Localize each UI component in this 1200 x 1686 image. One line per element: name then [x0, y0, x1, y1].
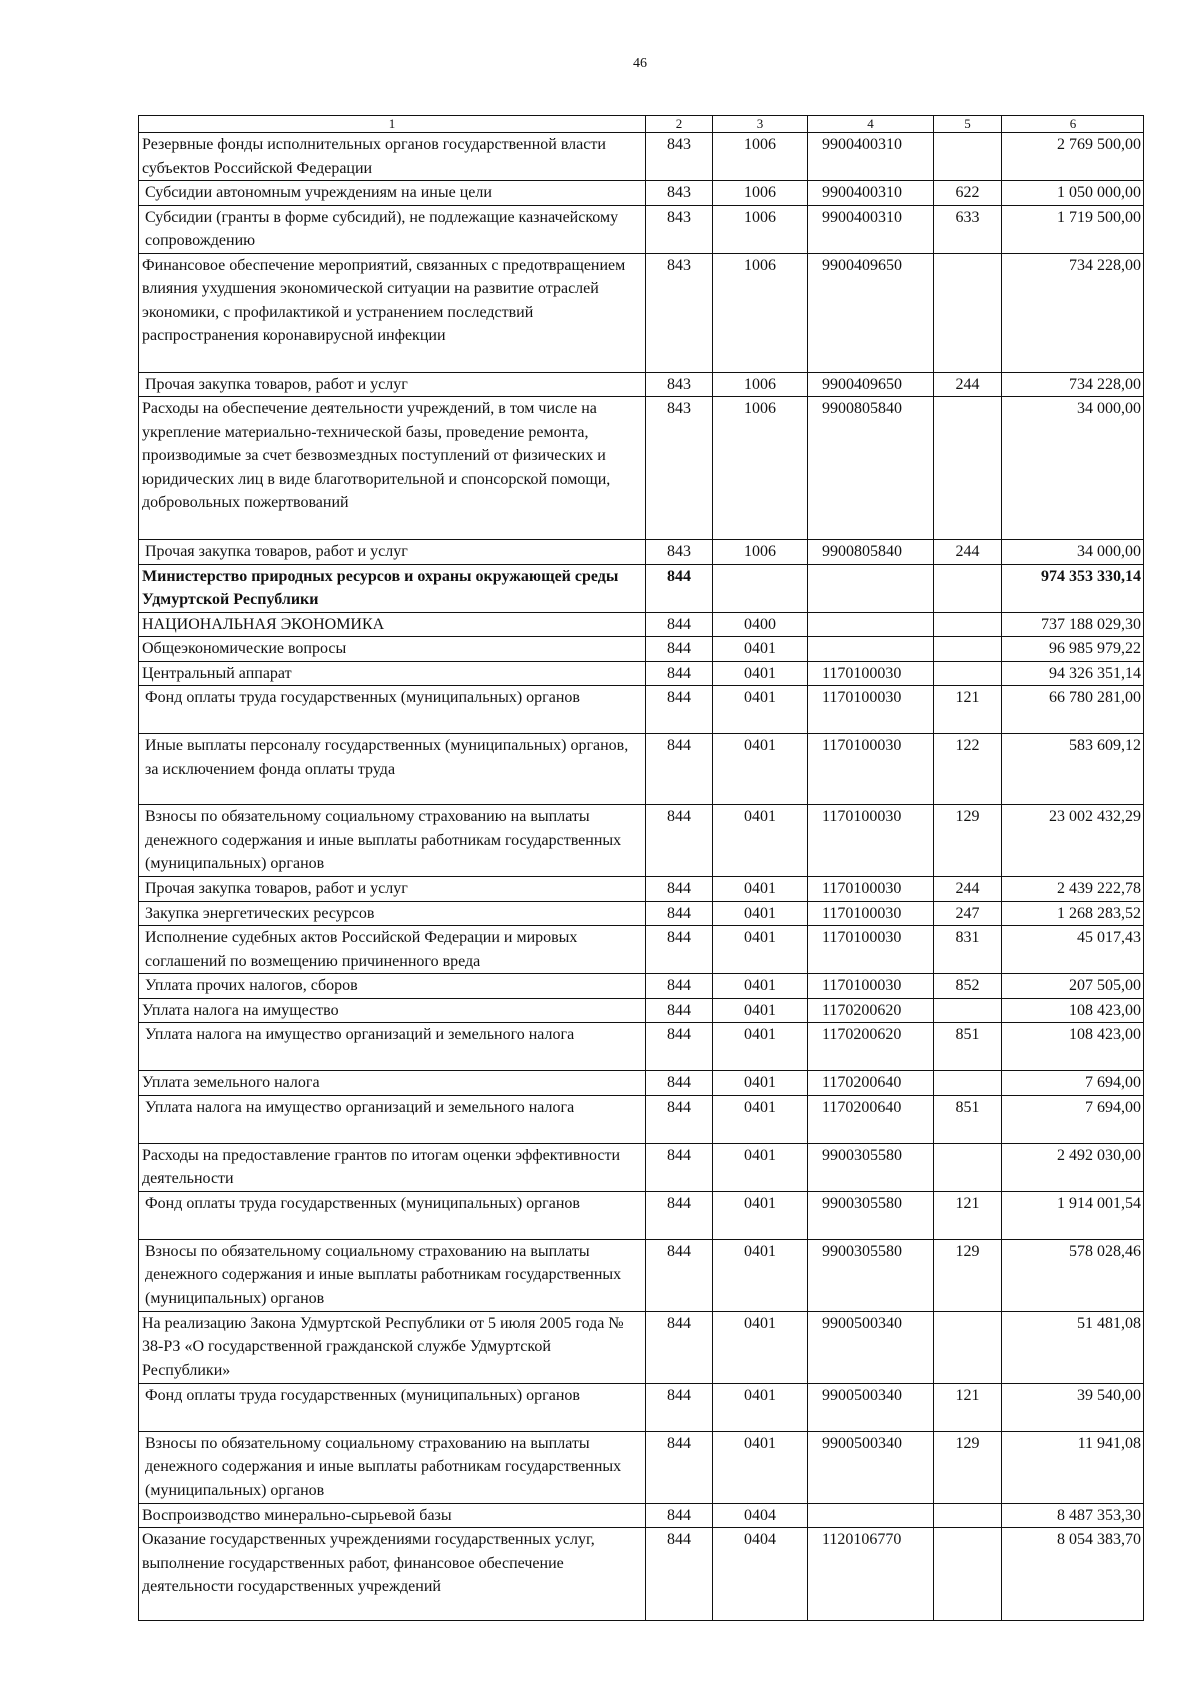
- row-name-cell: Взносы по обязательному социальному страхованию на выплаты денежного содержания и иные выплаты работникам государственных (муниципальных) органов: [139, 805, 646, 877]
- row-article-code-cell: 1170200640: [808, 1071, 934, 1096]
- row-admin-code-cell: 844: [646, 1311, 713, 1383]
- row-amount-cell: 11 941,08: [1002, 1431, 1144, 1503]
- row-article-code-cell: 9900500340: [808, 1311, 934, 1383]
- row-name-cell: НАЦИОНАЛЬНАЯ ЭКОНОМИКА: [139, 612, 646, 637]
- row-article-code-cell: 1170100030: [808, 877, 934, 902]
- row-name-cell: Финансовое обеспечение мероприятий, связанных с предотвращением влияния ухудшения экономической ситуации на развитие отраслей экономики, с профилактикой и устранением последствий распространения коронавирусной инфекции: [139, 253, 646, 372]
- row-section-code-cell: 0404: [713, 1528, 808, 1621]
- row-admin-code-cell: 844: [646, 1431, 713, 1503]
- table-row: [139, 1239, 1144, 1311]
- row-section-code-cell: 1006: [713, 397, 808, 540]
- budget-table: [138, 115, 1144, 1621]
- table-row: [139, 1383, 1144, 1431]
- row-expense-type-cell: [934, 998, 1002, 1023]
- row-expense-type-cell: [934, 1071, 1002, 1096]
- row-amount-cell: 34 000,00: [1002, 540, 1144, 565]
- table-row: [139, 133, 1144, 181]
- row-expense-type-cell: 129: [934, 1431, 1002, 1503]
- row-article-code-cell: 1170100030: [808, 926, 934, 974]
- column-header-1: 1: [139, 116, 646, 133]
- row-admin-code-cell: 844: [646, 686, 713, 734]
- row-expense-type-cell: 244: [934, 877, 1002, 902]
- row-article-code-cell: 9900500340: [808, 1383, 934, 1431]
- row-section-code-cell: 0401: [713, 1071, 808, 1096]
- row-article-code-cell: [808, 1503, 934, 1528]
- row-amount-cell: 1 050 000,00: [1002, 181, 1144, 206]
- row-amount-cell: 734 228,00: [1002, 372, 1144, 397]
- row-expense-type-cell: 633: [934, 205, 1002, 253]
- row-amount-cell: 8 054 383,70: [1002, 1528, 1144, 1621]
- row-expense-type-cell: 851: [934, 1023, 1002, 1071]
- row-amount-cell: 39 540,00: [1002, 1383, 1144, 1431]
- row-admin-code-cell: 844: [646, 734, 713, 805]
- row-amount-cell: 7 694,00: [1002, 1095, 1144, 1143]
- table-row: [139, 1191, 1144, 1239]
- row-section-code-cell: 1006: [713, 205, 808, 253]
- row-expense-type-cell: [934, 564, 1002, 612]
- row-name-cell: Уплата прочих налогов, сборов: [139, 974, 646, 999]
- row-amount-cell: 2 769 500,00: [1002, 133, 1144, 181]
- row-name-cell: Закупка энергетических ресурсов: [139, 901, 646, 926]
- row-section-code-cell: 0401: [713, 998, 808, 1023]
- row-expense-type-cell: 244: [934, 540, 1002, 565]
- row-section-code-cell: 0401: [713, 1143, 808, 1191]
- row-amount-cell: 737 188 029,30: [1002, 612, 1144, 637]
- row-admin-code-cell: 844: [646, 1503, 713, 1528]
- row-amount-cell: 66 780 281,00: [1002, 686, 1144, 734]
- row-admin-code-cell: 844: [646, 1095, 713, 1143]
- row-article-code-cell: 9900400310: [808, 133, 934, 181]
- row-admin-code-cell: 843: [646, 372, 713, 397]
- row-expense-type-cell: 622: [934, 181, 1002, 206]
- row-name-cell: Расходы на обеспечение деятельности учреждений, в том числе на укрепление материально-технической базы, проведение ремонта, производимые за счет безвозмездных поступлений от физических и юридических лиц в виде благотворительной и спонсорской помощи, добровольных пожертвований: [139, 397, 646, 540]
- row-name-cell: Фонд оплаты труда государственных (муниципальных) органов: [139, 686, 646, 734]
- table-row: [139, 1023, 1144, 1071]
- table-row: [139, 661, 1144, 686]
- row-section-code-cell: 0401: [713, 1383, 808, 1431]
- row-amount-cell: 1 914 001,54: [1002, 1191, 1144, 1239]
- row-admin-code-cell: 843: [646, 205, 713, 253]
- row-name-cell: Оказание государственных учреждениями государственных услуг, выполнение государственных работ, финансовое обеспечение деятельности государственных учреждений: [139, 1528, 646, 1621]
- row-amount-cell: 108 423,00: [1002, 1023, 1144, 1071]
- row-amount-cell: 23 002 432,29: [1002, 805, 1144, 877]
- row-name-cell: Взносы по обязательному социальному страхованию на выплаты денежного содержания и иные выплаты работникам государственных (муниципальных) органов: [139, 1431, 646, 1503]
- row-article-code-cell: 9900409650: [808, 253, 934, 372]
- row-name-cell: Резервные фонды исполнительных органов государственной власти субъектов Российской Федерации: [139, 133, 646, 181]
- row-admin-code-cell: 843: [646, 253, 713, 372]
- table-row: [139, 926, 1144, 974]
- row-amount-cell: 34 000,00: [1002, 397, 1144, 540]
- row-amount-cell: 1 719 500,00: [1002, 205, 1144, 253]
- row-section-code-cell: 0401: [713, 637, 808, 662]
- table-row: [139, 1431, 1144, 1503]
- table-row: [139, 734, 1144, 805]
- row-amount-cell: 583 609,12: [1002, 734, 1144, 805]
- row-expense-type-cell: [934, 612, 1002, 637]
- row-section-code-cell: 1006: [713, 372, 808, 397]
- row-name-cell: Уплата земельного налога: [139, 1071, 646, 1096]
- row-admin-code-cell: 844: [646, 564, 713, 612]
- row-section-code-cell: 0401: [713, 1023, 808, 1071]
- table-row: [139, 1311, 1144, 1383]
- row-name-cell: Субсидии (гранты в форме субсидий), не подлежащие казначейскому сопровождению: [139, 205, 646, 253]
- row-expense-type-cell: [934, 1503, 1002, 1528]
- column-header-3: 3: [713, 116, 808, 133]
- table-row: [139, 1503, 1144, 1528]
- row-section-code-cell: 0401: [713, 1431, 808, 1503]
- row-admin-code-cell: 844: [646, 1143, 713, 1191]
- row-name-cell: Фонд оплаты труда государственных (муниципальных) органов: [139, 1191, 646, 1239]
- row-expense-type-cell: [934, 1311, 1002, 1383]
- row-name-cell: Фонд оплаты труда государственных (муниципальных) органов: [139, 1383, 646, 1431]
- row-admin-code-cell: 844: [646, 1528, 713, 1621]
- column-header-5: 5: [934, 116, 1002, 133]
- row-amount-cell: 8 487 353,30: [1002, 1503, 1144, 1528]
- row-admin-code-cell: 844: [646, 1023, 713, 1071]
- row-section-code-cell: 0401: [713, 686, 808, 734]
- table-row: [139, 372, 1144, 397]
- table-row: [139, 205, 1144, 253]
- row-expense-type-cell: [934, 637, 1002, 662]
- row-name-cell: Взносы по обязательному социальному страхованию на выплаты денежного содержания и иные выплаты работникам государственных (муниципальных) органов: [139, 1239, 646, 1311]
- row-section-code-cell: 0401: [713, 926, 808, 974]
- row-article-code-cell: 1170100030: [808, 734, 934, 805]
- row-amount-cell: 94 326 351,14: [1002, 661, 1144, 686]
- row-name-cell: Центральный аппарат: [139, 661, 646, 686]
- row-admin-code-cell: 844: [646, 612, 713, 637]
- row-article-code-cell: 1170100030: [808, 901, 934, 926]
- row-amount-cell: 1 268 283,52: [1002, 901, 1144, 926]
- row-name-cell: Министерство природных ресурсов и охраны окружающей среды Удмуртской Республики: [139, 564, 646, 612]
- column-header-2: 2: [646, 116, 713, 133]
- row-section-code-cell: 0401: [713, 1191, 808, 1239]
- row-section-code-cell: 1006: [713, 181, 808, 206]
- row-expense-type-cell: [934, 661, 1002, 686]
- row-article-code-cell: 1170100030: [808, 974, 934, 999]
- row-section-code-cell: 0401: [713, 877, 808, 902]
- row-admin-code-cell: 843: [646, 181, 713, 206]
- row-name-cell: Расходы на предоставление грантов по итогам оценки эффективности деятельности: [139, 1143, 646, 1191]
- table-row: [139, 1143, 1144, 1191]
- row-name-cell: Прочая закупка товаров, работ и услуг: [139, 372, 646, 397]
- table-row: [139, 901, 1144, 926]
- row-amount-cell: 734 228,00: [1002, 253, 1144, 372]
- row-expense-type-cell: [934, 253, 1002, 372]
- row-section-code-cell: 0400: [713, 612, 808, 637]
- row-amount-cell: 45 017,43: [1002, 926, 1144, 974]
- row-admin-code-cell: 843: [646, 133, 713, 181]
- row-expense-type-cell: 129: [934, 805, 1002, 877]
- row-name-cell: На реализацию Закона Удмуртской Республики от 5 июля 2005 года № 38-РЗ «О государственной гражданской службе Удмуртской Республики»: [139, 1311, 646, 1383]
- row-admin-code-cell: 844: [646, 1071, 713, 1096]
- row-amount-cell: 974 353 330,14: [1002, 564, 1144, 612]
- row-section-code-cell: 0401: [713, 1239, 808, 1311]
- row-name-cell: Прочая закупка товаров, работ и услуг: [139, 877, 646, 902]
- row-expense-type-cell: [934, 133, 1002, 181]
- row-name-cell: Уплата налога на имущество организаций и земельного налога: [139, 1095, 646, 1143]
- row-admin-code-cell: 843: [646, 540, 713, 565]
- row-name-cell: Воспроизводство минерально-сырьевой базы: [139, 1503, 646, 1528]
- row-article-code-cell: [808, 564, 934, 612]
- column-header-6: 6: [1002, 116, 1144, 133]
- row-article-code-cell: 9900805840: [808, 397, 934, 540]
- row-name-cell: Общеэкономические вопросы: [139, 637, 646, 662]
- row-article-code-cell: 9900305580: [808, 1239, 934, 1311]
- table-row: [139, 974, 1144, 999]
- table-row: [139, 1095, 1144, 1143]
- row-admin-code-cell: 843: [646, 397, 713, 540]
- row-article-code-cell: 9900400310: [808, 181, 934, 206]
- row-section-code-cell: 0401: [713, 974, 808, 999]
- row-expense-type-cell: 122: [934, 734, 1002, 805]
- row-expense-type-cell: 244: [934, 372, 1002, 397]
- row-section-code-cell: 0401: [713, 1311, 808, 1383]
- column-header-4: 4: [808, 116, 934, 133]
- row-amount-cell: 51 481,08: [1002, 1311, 1144, 1383]
- row-section-code-cell: 0401: [713, 901, 808, 926]
- table-row: [139, 686, 1144, 734]
- row-expense-type-cell: 129: [934, 1239, 1002, 1311]
- row-expense-type-cell: [934, 397, 1002, 540]
- table-row: [139, 612, 1144, 637]
- row-article-code-cell: 9900805840: [808, 540, 934, 565]
- row-article-code-cell: 9900400310: [808, 205, 934, 253]
- row-amount-cell: 2 439 222,78: [1002, 877, 1144, 902]
- row-admin-code-cell: 844: [646, 637, 713, 662]
- row-admin-code-cell: 844: [646, 1239, 713, 1311]
- row-admin-code-cell: 844: [646, 661, 713, 686]
- row-amount-cell: 2 492 030,00: [1002, 1143, 1144, 1191]
- row-article-code-cell: 1170100030: [808, 686, 934, 734]
- row-expense-type-cell: 121: [934, 1383, 1002, 1431]
- row-admin-code-cell: 844: [646, 877, 713, 902]
- row-expense-type-cell: 121: [934, 1191, 1002, 1239]
- row-admin-code-cell: 844: [646, 926, 713, 974]
- table-row: [139, 564, 1144, 612]
- row-section-code-cell: 0401: [713, 661, 808, 686]
- row-article-code-cell: 9900305580: [808, 1191, 934, 1239]
- row-article-code-cell: 1120106770: [808, 1528, 934, 1621]
- row-name-cell: Уплата налога на имущество: [139, 998, 646, 1023]
- row-name-cell: Уплата налога на имущество организаций и земельного налога: [139, 1023, 646, 1071]
- row-admin-code-cell: 844: [646, 1191, 713, 1239]
- row-name-cell: Иные выплаты персоналу государственных (муниципальных) органов, за исключением фонда оплаты труда: [139, 734, 646, 805]
- row-section-code-cell: 0401: [713, 805, 808, 877]
- row-name-cell: Исполнение судебных актов Российской Федерации и мировых соглашений по возмещению причиненного вреда: [139, 926, 646, 974]
- row-admin-code-cell: 844: [646, 998, 713, 1023]
- row-article-code-cell: 9900305580: [808, 1143, 934, 1191]
- row-section-code-cell: [713, 564, 808, 612]
- table-row: [139, 805, 1144, 877]
- row-article-code-cell: 1170200620: [808, 998, 934, 1023]
- table-body: [139, 116, 1144, 1621]
- row-article-code-cell: 1170100030: [808, 661, 934, 686]
- row-section-code-cell: 0404: [713, 1503, 808, 1528]
- row-admin-code-cell: 844: [646, 974, 713, 999]
- row-expense-type-cell: 247: [934, 901, 1002, 926]
- row-name-cell: Субсидии автономным учреждениям на иные цели: [139, 181, 646, 206]
- row-amount-cell: 108 423,00: [1002, 998, 1144, 1023]
- row-article-code-cell: 1170200620: [808, 1023, 934, 1071]
- row-expense-type-cell: 831: [934, 926, 1002, 974]
- row-section-code-cell: 1006: [713, 253, 808, 372]
- table-row: [139, 998, 1144, 1023]
- row-amount-cell: 96 985 979,22: [1002, 637, 1144, 662]
- row-section-code-cell: 1006: [713, 133, 808, 181]
- row-article-code-cell: 1170100030: [808, 805, 934, 877]
- table-header-row: [139, 116, 1144, 133]
- row-expense-type-cell: [934, 1528, 1002, 1621]
- row-article-code-cell: 1170200640: [808, 1095, 934, 1143]
- row-expense-type-cell: [934, 1143, 1002, 1191]
- table-row: [139, 1528, 1144, 1621]
- table-row: [139, 397, 1144, 540]
- page-number: 46: [633, 56, 647, 71]
- row-article-code-cell: [808, 612, 934, 637]
- row-section-code-cell: 0401: [713, 1095, 808, 1143]
- row-section-code-cell: 0401: [713, 734, 808, 805]
- row-expense-type-cell: 121: [934, 686, 1002, 734]
- row-name-cell: Прочая закупка товаров, работ и услуг: [139, 540, 646, 565]
- row-amount-cell: 578 028,46: [1002, 1239, 1144, 1311]
- row-article-code-cell: 9900500340: [808, 1431, 934, 1503]
- table-row: [139, 253, 1144, 372]
- row-article-code-cell: [808, 637, 934, 662]
- table-row: [139, 181, 1144, 206]
- row-amount-cell: 7 694,00: [1002, 1071, 1144, 1096]
- row-amount-cell: 207 505,00: [1002, 974, 1144, 999]
- table-row: [139, 637, 1144, 662]
- table-row: [139, 1071, 1144, 1096]
- row-section-code-cell: 1006: [713, 540, 808, 565]
- table-row: [139, 540, 1144, 565]
- row-article-code-cell: 9900409650: [808, 372, 934, 397]
- row-admin-code-cell: 844: [646, 901, 713, 926]
- row-expense-type-cell: 851: [934, 1095, 1002, 1143]
- row-expense-type-cell: 852: [934, 974, 1002, 999]
- table-row: [139, 877, 1144, 902]
- row-admin-code-cell: 844: [646, 805, 713, 877]
- row-admin-code-cell: 844: [646, 1383, 713, 1431]
